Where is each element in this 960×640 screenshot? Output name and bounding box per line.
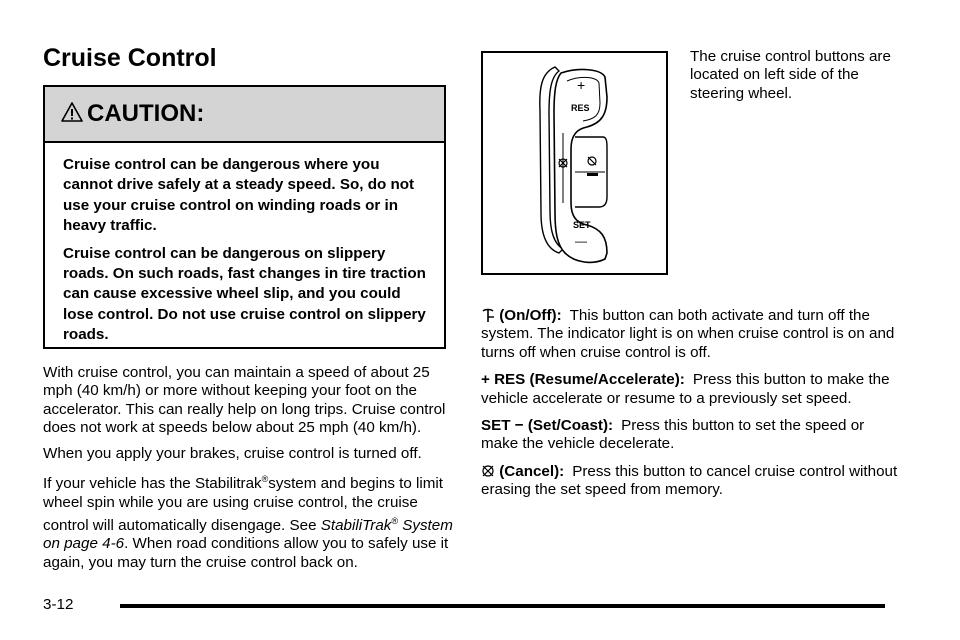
plus-symbol: + <box>577 77 586 93</box>
figure-caption: The cruise control buttons are located on left side of the steering wheel. <box>690 48 891 102</box>
warning-icon <box>61 101 83 123</box>
res-button-label: RES <box>571 103 590 113</box>
cruise-buttons-figure <box>481 51 668 275</box>
minus-symbol: — <box>575 234 587 248</box>
cancel-description <box>481 463 901 500</box>
resume-label: + RES (Resume/Accelerate): <box>481 371 685 389</box>
caution-paragraph-2: Cruise control can be dangerous on slippery roads. On such roads, fast changes in tire traction can cause excessive wheel slip, and you could lose control. Do not use cruise control on slippery roads. <box>63 244 426 344</box>
cancel-text: Press this button to cancel cruise control without erasing the set speed from memory. <box>481 462 898 499</box>
intro-paragraph: With cruise control, you can maintain a speed of about 25 mph (40 km/h) or more without keeping your foot on the accelerator. This can really help on long trips. Cruise control does not work at speeds below about 25 mph (40 km/h). <box>43 364 446 437</box>
cancel-label: (Cancel): <box>495 462 565 480</box>
set-button-label: SET <box>573 220 591 230</box>
reference-text-b: System on page 4-6 <box>43 516 453 553</box>
resume-text: Press this button to make the vehicle accelerate or resume to a previously set speed. <box>481 371 890 407</box>
stabilitrak-text-a: If your vehicle has the Stabilitrak <box>43 475 262 493</box>
stabilitrak-text-c: . When road conditions allow you to safely use it again, you may turn the cruise control back on. <box>43 535 449 571</box>
on-off-description <box>481 307 901 362</box>
resume-description <box>481 371 901 408</box>
left-column <box>43 364 453 579</box>
caution-box <box>43 85 446 349</box>
on-off-icon <box>481 308 495 323</box>
stabilitrak-text-b: system and begins to limit wheel spin while you are using cruise control, the cruise control will automatically disengage. See <box>43 475 444 534</box>
on-off-text: This button can both activate and turn off the system. The indicator light is on when cruise control is on and turns off when cruise control is off. <box>481 307 895 361</box>
set-label: SET − (Set/Coast): <box>481 417 614 435</box>
set-text: Press this button to set the speed or make the vehicle decelerate. <box>481 417 865 453</box>
page-title: Cruise Control <box>43 44 217 72</box>
stabilitrak-paragraph <box>43 470 453 572</box>
reference-text-a: StabiliTrak <box>320 516 392 534</box>
caution-body <box>45 143 444 346</box>
on-off-label: (On/Off): <box>495 307 562 324</box>
indicator-bar <box>587 173 598 176</box>
reference-registered-mark: ® <box>391 515 399 526</box>
right-column <box>481 307 901 509</box>
set-description <box>481 417 901 454</box>
page-number: 3-12 <box>43 596 74 613</box>
cancel-icon <box>481 464 495 479</box>
steering-wheel-buttons-illustration <box>483 53 666 273</box>
registered-mark: ® <box>261 474 269 485</box>
brakes-paragraph: When you apply your brakes, cruise control is turned off. <box>43 444 422 462</box>
caution-header <box>45 87 444 143</box>
footer-rule <box>120 604 885 608</box>
caution-heading: CAUTION: <box>87 100 205 127</box>
caution-paragraph-1: Cruise control can be dangerous where you cannot drive safely at a steady speed. So, do not use your cruise control on winding roads or in heavy traffic. <box>63 156 415 235</box>
on-off-icon <box>588 157 596 165</box>
